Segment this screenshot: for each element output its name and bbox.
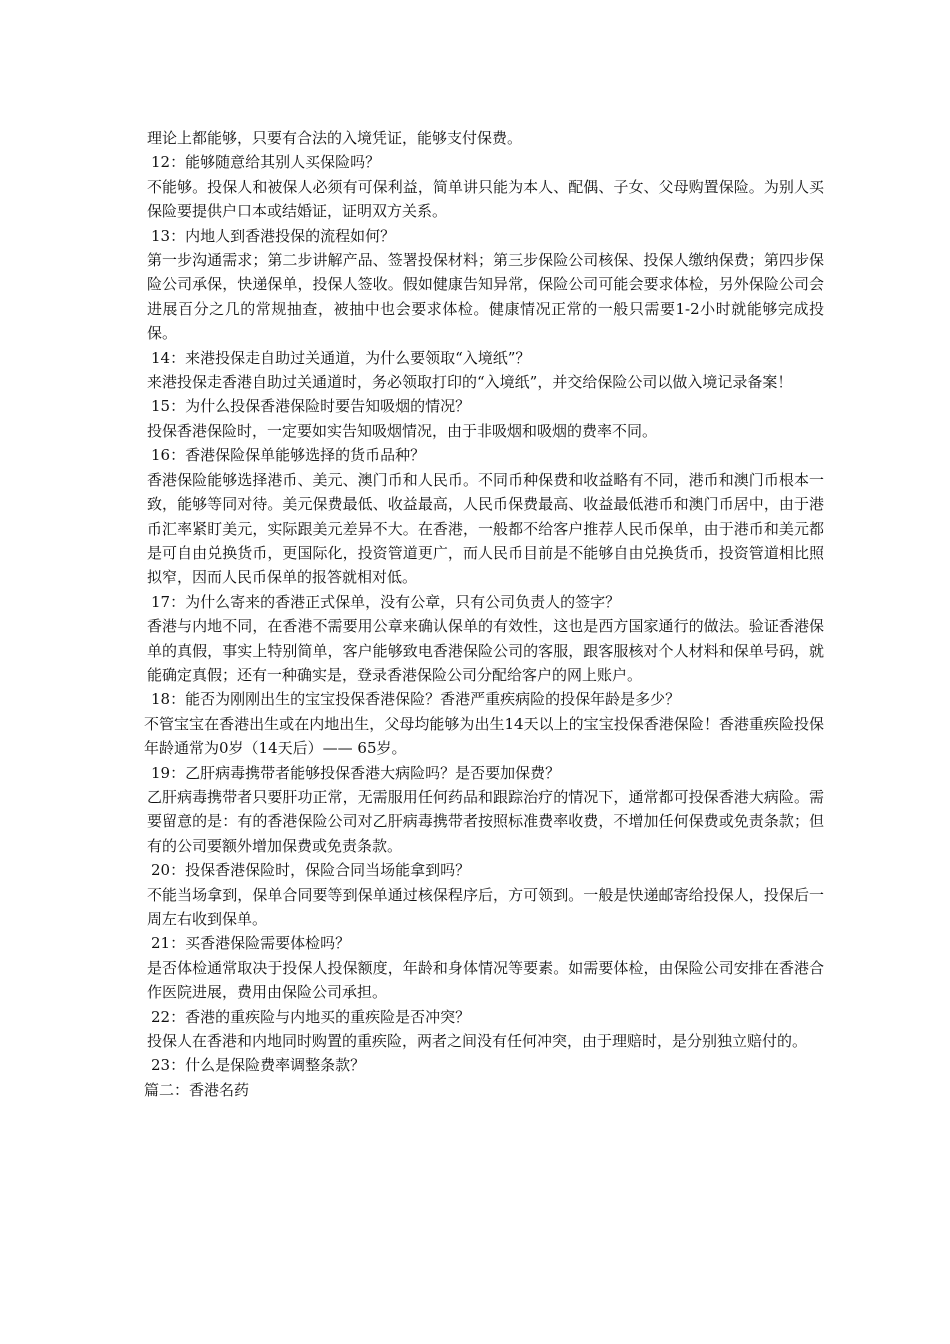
question-heading: 21：买香港保险需要体检吗？	[151, 934, 351, 953]
section-heading: 篇二：香港名药	[144, 1080, 250, 1099]
answer-paragraph: 不能够。投保人和被保人必须有可保利益，简单讲只能为本人、配偶、子女、父母购置保险。为别人买保险要提供户口本或结婚证，证明双方关系。	[147, 177, 824, 221]
answer-paragraph: 乙肝病毒携带者只要肝功正常，无需服用任何药品和跟踪治疗的情况下，通常都可投保香港大病险。需要留意的是：有的香港保险公司对乙肝病毒携带者按照标准费率收费，不增加任何保费或免责条款；但有的公司要额外增加保费或免责条款。	[147, 787, 824, 855]
answer-paragraph: 不能当场拿到，保单合同要等到保单通过核保程序后，方可领到。一般是快递邮寄给投保人，投保后一周左右收到保单。	[147, 885, 824, 928]
question-heading: 20：投保香港保险时，保险合同当场能拿到吗？	[151, 861, 471, 880]
answer-paragraph: 香港与内地不同，在香港不需要用公章来确认保单的有效性，这也是西方国家通行的做法。验证香港保单的真假，事实上特别简单，客户能够致电香港保险公司的客服，跟客服核对个人材料和保单号码，就能确定真假；还有一种确实是，登录香港保险公司分配给客户的网上账户。	[147, 617, 824, 684]
answer-paragraph: 投保人在香港和内地同时购置的重疾险，两者之间没有任何冲突，由于理赔时，是分别独立赔付的。	[147, 1032, 808, 1051]
question-heading: 22：香港的重疾险与内地买的重疾险是否冲突？	[151, 1007, 471, 1026]
question-heading: 15：为什么投保香港保险时要告知吸烟的情况？	[151, 397, 471, 416]
question-heading: 18：能否为刚刚出生的宝宝投保香港保险？香港严重疾病险的投保年龄是多少？	[151, 690, 681, 709]
answer-paragraph: 来港投保走香港自助过关通道时，务必领取打印的“入境纸”，并交给保险公司以做入境记录备案！	[147, 373, 793, 392]
answer-paragraph: 是否体检通常取决于投保人投保额度，年龄和身体情况等要素。如需要体检，由保险公司安排在香港合作医院进展，费用由保险公司承担。	[147, 958, 824, 1002]
question-heading: 12：能够随意给其别人买保险吗？	[151, 153, 381, 172]
question-heading: 17：为什么寄来的香港正式保单，没有公章，只有公司负责人的签字？	[151, 592, 621, 611]
question-heading: 13：内地人到香港投保的流程如何？	[151, 226, 396, 245]
question-heading: 23：什么是保险费率调整条款？	[151, 1056, 366, 1075]
answer-paragraph: 投保香港保险时，一定要如实告知吸烟情况，由于非吸烟和吸烟的费率不同。	[147, 421, 658, 440]
document-body	[144, 126, 824, 1102]
answer-paragraph: 第一步沟通需求；第二步讲解产品、签署投保材料；第三步保险公司核保、投保人缴纳保费；第四步保险公司承保，快递保单，投保人签收。假如健康告知异常，保险公司可能会要求体检，另外保险公司会进展百分之几的常规抽查，被抽中也会要求体检。健康情况正常的一般只需要1-2小时就能够完成投保。	[147, 251, 824, 343]
question-heading: 16：香港保险保单能够选择的货币品种？	[151, 446, 426, 465]
answer-paragraph: 香港保险能够选择港币、美元、澳门币和人民币。不同币种保费和收益略有不同，港币和澳门币根本一致，能够等同对待。美元保费最低、收益最高，人民币保费最高、收益最低港币和澳门币居中，由于港币汇率紧盯美元，实际跟美元差异不大。在香港，一般都不给客户推荐人民币保单，由于港币和美元都是可自由兑换货币，更国际化，投资管道更广，而人民币目前是不能够自由兑换货币，投资管道相比照拟窄，因而人民币保单的报答就相对低。	[147, 470, 824, 587]
answer-paragraph: 不管宝宝在香港出生或在内地出生，父母均能够为出生14天以上的宝宝投保香港保险！香港重疾险投保年龄通常为0岁（14天后）—— 65岁。	[144, 714, 824, 758]
answer-paragraph: 理论上都能够，只要有合法的入境凭证，能够支付保费。	[147, 129, 523, 147]
question-heading: 14：来港投保走自助过关通道，为什么要领取“入境纸”？	[151, 348, 531, 367]
question-heading: 19：乙肝病毒携带者能够投保香港大病险吗？是否要加保费？	[151, 763, 561, 782]
